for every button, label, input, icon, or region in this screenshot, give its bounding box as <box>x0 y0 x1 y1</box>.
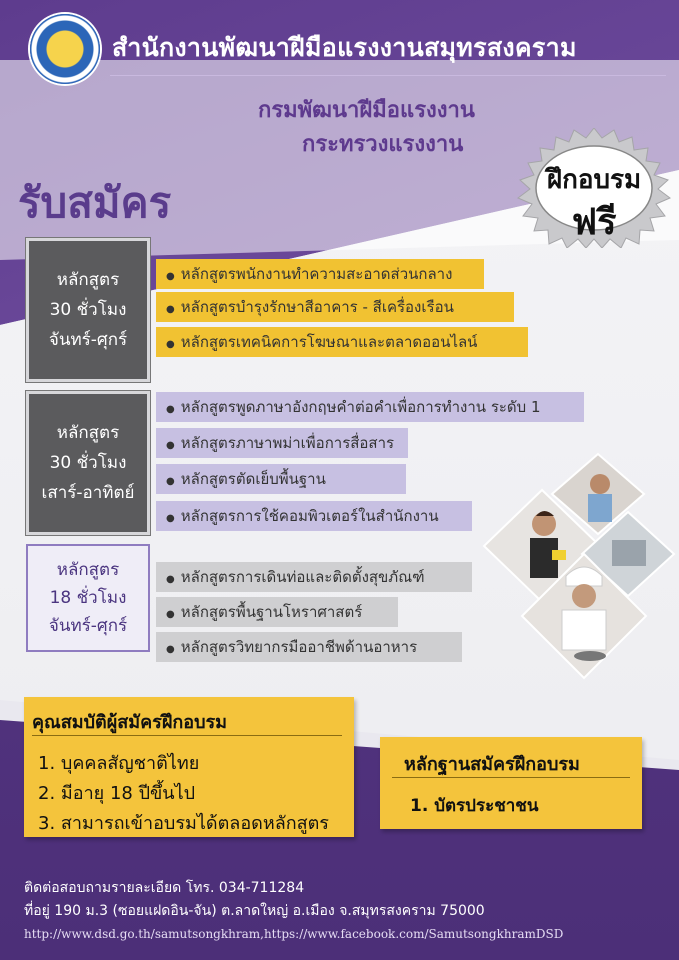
bullet-icon: ● <box>166 513 175 524</box>
document-item: 1. บัตรประชาชน <box>410 796 539 816</box>
course-item <box>156 292 514 322</box>
course-label: หลักสูตรบำรุงรักษาสีอาคาร - สีเครื่องเรือน <box>180 298 454 316</box>
group-3-line-3: จันทร์-ศุกร์ <box>48 616 128 636</box>
group-2-line-2: 30 ชั่วโมง <box>49 453 127 473</box>
bullet-icon: ● <box>166 304 175 315</box>
course-label: หลักสูตรภาษาพม่าเพื่อการสื่อสาร <box>180 434 395 452</box>
course-label: หลักสูตรวิทยากรมืออาชีพด้านอาหาร <box>180 638 418 656</box>
documents-title: หลักฐานสมัครฝึกอบรม <box>404 754 580 775</box>
org-title: สำนักงานพัฒนาฝีมือแรงงานสมุทรสงคราม <box>112 33 577 62</box>
ministry-name: กระทรวงแรงงาน <box>302 132 464 157</box>
bullet-icon: ● <box>166 574 175 585</box>
course-label: หลักสูตรการเดินท่อและติดตั้งสุขภัณฑ์ <box>180 568 425 586</box>
qualification-item: 1. บุคคลสัญชาติไทย <box>38 753 200 774</box>
group-3-line-2: 18 ชั่วโมง <box>49 588 127 608</box>
group-1-line-3: จันทร์-ศุกร์ <box>48 330 128 350</box>
documents-divider <box>392 777 630 778</box>
header-divider <box>110 75 666 76</box>
course-item <box>156 392 584 422</box>
course-label: หลักสูตรการใช้คอมพิวเตอร์ในสำนักงาน <box>180 507 439 525</box>
department-name: กรมพัฒนาฝีมือแรงงาน <box>258 98 475 123</box>
contact-urls[interactable]: http://www.dsd.go.th/samutsongkhram,https://www.facebook.com/SamutsongkhramDSD <box>24 927 564 941</box>
bullet-icon: ● <box>166 609 175 620</box>
group-1-line-1: หลักสูตร <box>56 270 120 290</box>
bullet-icon: ● <box>166 271 175 282</box>
course-item <box>156 259 484 289</box>
course-item <box>156 428 408 458</box>
course-label: หลักสูตรพื้นฐานโหราศาสตร์ <box>180 603 363 621</box>
badge-line2: ฟรี <box>571 202 617 243</box>
qualification-item: 3. สามารถเข้าอบรมได้ตลอดหลักสูตร <box>38 813 329 834</box>
course-label: หลักสูตรตัดเย็บพื้นฐาน <box>180 470 326 488</box>
qualifications-title: คุณสมบัติผู้สมัครฝึกอบรม <box>32 712 228 733</box>
group-2-line-1: หลักสูตร <box>56 423 120 443</box>
course-item <box>156 501 472 531</box>
bullet-icon: ● <box>166 476 175 487</box>
course-label: หลักสูตรเทคนิคการโฆษณาและตลาดออนไลน์ <box>180 333 478 351</box>
group-1-line-2: 30 ชั่วโมง <box>49 300 127 320</box>
page-heading: รับสมัคร <box>18 178 172 227</box>
course-item <box>156 327 528 357</box>
course-group-3-label <box>26 544 150 652</box>
course-item <box>156 597 398 627</box>
course-item <box>156 632 462 662</box>
course-label: หลักสูตรพูดภาษาอังกฤษคำต่อคำเพื่อการทำงาน ระดับ 1 <box>180 398 541 416</box>
contact-address: ที่อยู่ 190 ม.3 (ซอยแฝดอิน-จัน) ต.ลาดใหญ่ อ.เมือง จ.สมุทรสงคราม 75000 <box>24 903 485 919</box>
group-2-line-3: เสาร์-อาทิตย์ <box>41 483 135 503</box>
bullet-icon: ● <box>166 404 175 415</box>
badge-line1: ฝึกอบรม <box>546 165 642 195</box>
training-photo-collage <box>478 450 678 680</box>
course-group-2-label <box>26 391 150 535</box>
qualification-item: 2. มีอายุ 18 ปีขึ้นไป <box>38 783 196 804</box>
contact-phone: ติดต่อสอบถามรายละเอียด โทร. 034-711284 <box>24 880 305 896</box>
qualifications-divider <box>32 735 342 736</box>
course-item <box>156 562 472 592</box>
dsd-emblem-icon <box>30 14 100 84</box>
course-label: หลักสูตรพนักงานทำความสะอาดส่วนกลาง <box>180 265 453 283</box>
bullet-icon: ● <box>166 339 175 350</box>
bullet-icon: ● <box>166 644 175 655</box>
course-group-1-label <box>26 238 150 382</box>
course-item <box>156 464 406 494</box>
group-3-line-1: หลักสูตร <box>56 560 120 580</box>
bullet-icon: ● <box>166 440 175 451</box>
